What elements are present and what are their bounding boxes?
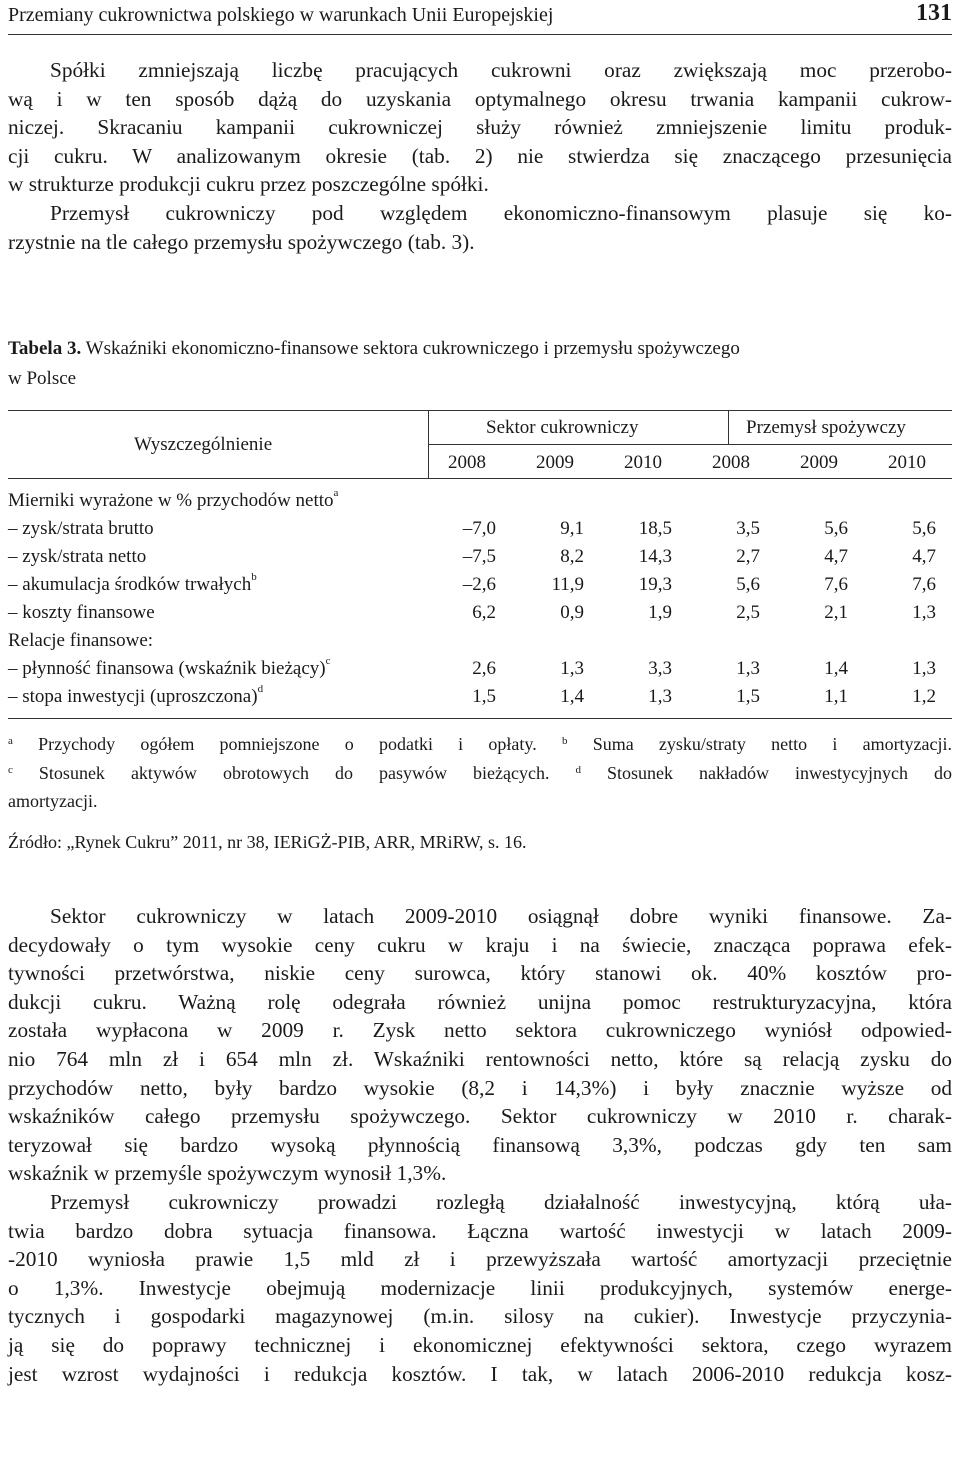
table-cell: 1,9 — [648, 602, 672, 623]
table-cell: 11,9 — [551, 574, 584, 595]
row-label: – zysk/strata netto — [8, 546, 147, 567]
group-header-sugar: Sektor cukrowniczy — [486, 417, 639, 438]
table-cell: 2,6 — [472, 658, 496, 679]
text-line: przychodów netto, były bardzo wysokie (8,2 i 14,3%) i były znacznie wyższe od — [8, 1075, 952, 1100]
table-cell: 2,7 — [736, 546, 760, 567]
group-divider — [728, 410, 729, 444]
text-line: wą i w ten sposób dążą do uzyskania optymalnego okresu trwania kampanii cukrow- — [8, 86, 952, 111]
body-paragraphs — [8, 902, 952, 1388]
table-caption — [8, 334, 952, 394]
table-cell: 4,7 — [824, 546, 848, 567]
year-header: 2010 — [888, 452, 926, 473]
section-label: Mierniki wyrażone w % przychodów netto$^a$ — [8, 487, 339, 511]
table-cell: 5,6 — [736, 574, 760, 595]
running-header — [8, 0, 952, 35]
column-header-label: Wyszczególnienie — [134, 434, 273, 455]
footnote-line: amortyzacji. — [8, 791, 98, 811]
intro-paragraph — [8, 56, 952, 256]
text-line: Przemysł cukrowniczy pod względem ekonomiczno-finansowym plasuje się ko- — [50, 200, 952, 225]
table-cell: 18,5 — [638, 518, 672, 539]
table-cell: 1,4 — [560, 686, 584, 707]
table-cell: –7,5 — [462, 546, 496, 567]
page-number: 131 — [916, 0, 952, 26]
text-line: jest wzrost wydajności i redukcja kosztów. I tak, w latach 2006-2010 redukcja kosz- — [8, 1361, 952, 1386]
table-rule-bottom — [8, 718, 952, 719]
table-cell: 3,5 — [736, 518, 760, 539]
table-source: Źródło: „Rynek Cukru” 2011, nr 38, IERiGŻ-PIB, ARR, MRiRW, s. 16. — [8, 832, 527, 852]
text-line: tycznych i gospodarki magazynowej (m.in. silosy na cukier). Inwestycje przyczynia- — [8, 1304, 952, 1329]
text-line: Spółki zmniejszają liczbę pracujących cukrowni oraz zwiększają moc przerobo- — [50, 58, 952, 82]
table-cell: 1,5 — [472, 686, 496, 707]
table-title-cont: w Polsce — [8, 368, 77, 389]
table-cell: 1,1 — [824, 686, 848, 707]
text-line: nio 764 mln zł i 654 mln zł. Wskaźniki rentowności netto, które są relacją zysku do — [8, 1046, 952, 1071]
table-cell: 7,6 — [912, 574, 936, 595]
table-cell: 1,5 — [736, 686, 760, 707]
table-cell: 8,2 — [560, 546, 584, 567]
row-label: – akumulacja środków trwałych$^b$ — [8, 571, 257, 595]
text-line: decydowały o tym wysokie ceny cukru w kraju i na świecie, znacząca poprawa efek- — [8, 932, 952, 957]
year-header: 2009 — [800, 452, 838, 473]
table-cell: 3,3 — [648, 658, 672, 679]
table-cell: 1,3 — [560, 658, 584, 679]
text-line: tywności przetwórstwa, niskie ceny surowca, który stanowi ok. 40% kosztów pro- — [8, 961, 952, 986]
year-header: 2009 — [536, 452, 574, 473]
section-label: Relacje finansowe: — [8, 630, 154, 651]
table-cell: 5,6 — [912, 518, 936, 539]
table-cell: 1,3 — [736, 658, 760, 679]
table-cell: 19,3 — [638, 574, 672, 595]
table-footnotes — [8, 730, 952, 816]
table-cell: 4,7 — [912, 546, 936, 567]
table-cell: –2,6 — [462, 574, 496, 595]
text-line: została wypłacona w 2009 r. Zysk netto sektora cukrowniczego wyniósł odpowied- — [8, 1018, 952, 1043]
table-cell: 1,4 — [824, 658, 848, 679]
text-line: w strukturze produkcji cukru przez poszczególne spółki. — [8, 172, 489, 197]
table-cell: 2,5 — [736, 602, 760, 623]
text-line: o 1,3%. Inwestycje obejmują modernizacje linii produkcyjnych, systemów energe- — [8, 1275, 952, 1300]
year-header: 2008 — [448, 452, 486, 473]
table-cell: 7,6 — [824, 574, 848, 595]
text-line: Przemysł cukrowniczy prowadzi rozległą działalność inwestycyjną, którą uła- — [50, 1189, 952, 1214]
text-line: wskaźników całego przemysłu spożywczego. Sektor cukrowniczy w 2010 r. charak- — [8, 1104, 952, 1129]
table-label: Tabela 3. — [8, 338, 82, 359]
table-cell: 1,3 — [648, 686, 672, 707]
row-label: – zysk/strata brutto — [8, 518, 154, 539]
header-rule — [8, 478, 952, 479]
table-cell: 1,3 — [912, 658, 936, 679]
table-rule-top — [8, 410, 952, 411]
footnote-line: $^a$ Przychody ogółem pomniejszone o podatki i opłaty. $^b$ Suma zysku/straty netto i amortyzacji. — [8, 734, 953, 754]
text-line: dukcji cukru. Ważną rolę odegrała również unijna pomoc restrukturyzacyjna, która — [8, 989, 952, 1014]
text-line: cji cukru. W analizowanym okresie (tab. 2) nie stwierdza się znaczącego przesunięcia — [8, 143, 952, 168]
footnote-line: $^c$ Stosunek aktywów obrotowych do pasywów bieżących. $^d$ Stosunek nakładów inwestycyjnych do — [8, 762, 953, 783]
year-header: 2008 — [712, 452, 750, 473]
row-label: – płynność finansowa (wskaźnik bieżący)$^c$ — [8, 655, 331, 679]
table-cell: 0,9 — [560, 602, 584, 623]
group-rule — [428, 444, 952, 445]
table-title: Wskaźniki ekonomiczno-finansowe sektora cukrowniczego i przemysłu spożywczego — [85, 338, 740, 359]
text-line: teryzował się bardzo wysoką płynnością finansową 3,3%, podczas gdy ten sam — [8, 1132, 952, 1157]
table-cell: 9,1 — [560, 518, 584, 539]
table-cell: 14,3 — [638, 546, 672, 567]
text-line: Sektor cukrowniczy w latach 2009-2010 osiągnął dobre wyniki finansowe. Za- — [50, 904, 952, 928]
text-line: -2010 wyniosła prawie 1,5 mld zł i przewyższała wartość amortyzacji przeciętnie — [8, 1247, 952, 1272]
row-label: – koszty finansowe — [8, 602, 155, 623]
text-line: wskaźnik w przemyśle spożywczym wynosił 1,3%. — [8, 1161, 447, 1186]
table-cell: 2,1 — [824, 602, 848, 623]
text-line: ją się do poprawy technicznej i ekonomicznej efektywności sektora, czego wyrazem — [8, 1332, 952, 1357]
text-line: rzystnie na tle całego przemysłu spożywczego (tab. 3). — [8, 229, 475, 254]
text-line: niczej. Skracaniu kampanii cukrowniczej służy również zmniejszenie limitu produk- — [8, 115, 952, 140]
table-cell: 1,2 — [912, 686, 936, 707]
group-header-food: Przemysł spożywczy — [746, 417, 906, 438]
text-line: twia bardzo dobra sytuacja finansowa. Łączna wartość inwestycji w latach 2009- — [8, 1218, 952, 1243]
table-cell: 5,6 — [824, 518, 848, 539]
year-header: 2010 — [624, 452, 662, 473]
row-label: – stopa inwestycji (uproszczona)$^d$ — [8, 683, 264, 707]
table-cell: 1,3 — [912, 602, 936, 623]
table-cell: –7,0 — [462, 518, 496, 539]
running-title: Przemiany cukrownictwa polskiego w warunkach Unii Europejskiej — [8, 4, 554, 26]
table-cell: 6,2 — [472, 602, 496, 623]
